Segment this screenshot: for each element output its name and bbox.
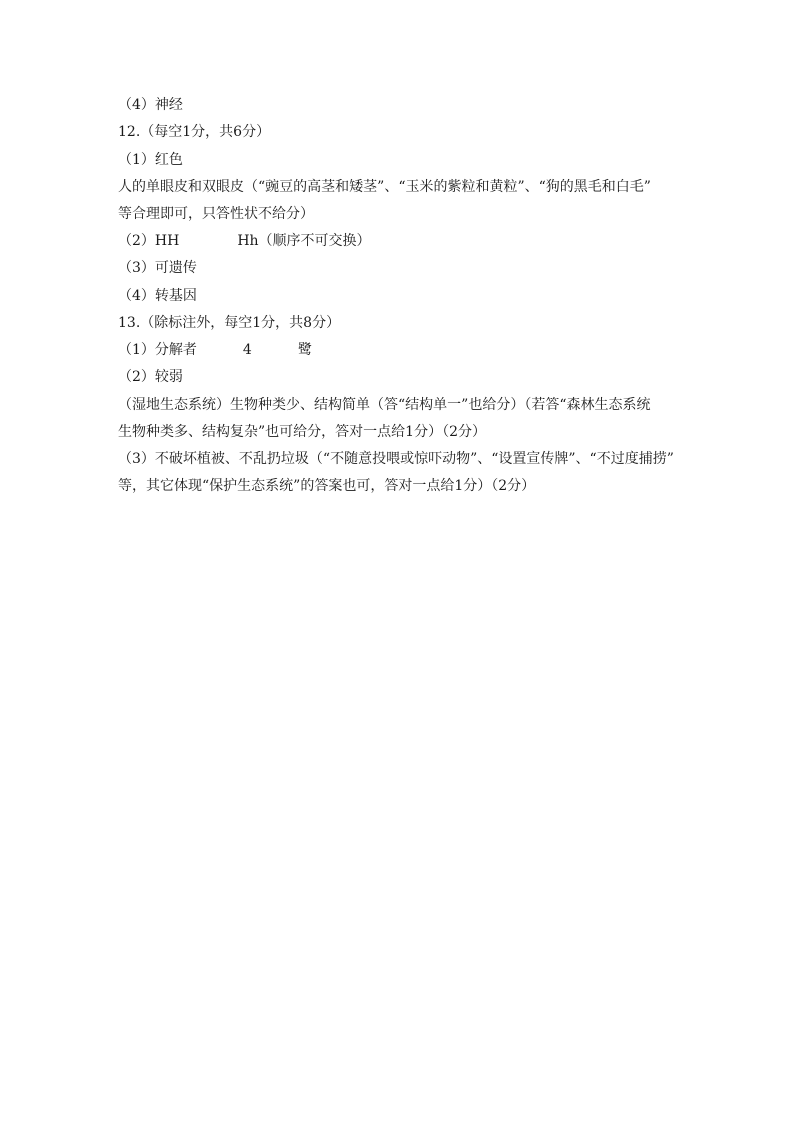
answer-12-2-first: （2）HH <box>118 233 180 249</box>
answer-12-2 <box>118 232 371 250</box>
answer-13-1-second: 4 <box>242 342 252 358</box>
answer-13-1 <box>118 341 312 359</box>
answer-12-2-second: Hh（顺序不可交换） <box>237 233 371 249</box>
answer-13-2-detail-line2: 生物种类多、结构复杂”也可给分，答对一点给1分）（2分） <box>118 424 486 440</box>
answer-13-2: （2）较弱 <box>118 369 183 385</box>
answer-12-4: （4）转基因 <box>118 288 197 304</box>
question-12-heading: 12.（每空1分，共6分） <box>118 124 271 140</box>
answer-13-1-third: 鹭 <box>297 342 312 358</box>
answer-13-3-line2: 等，其它体现“保护生态系统”的答案也可，答对一点给1分）（2分） <box>118 478 536 494</box>
question-13-heading: 13.（除标注外，每空1分，共8分） <box>118 315 341 331</box>
answer-13-3-line1: （3）不破坏植被、不乱扔垃圾（“不随意投喂或惊吓动物”、“设置宣传牌”、“不过度捕捞” <box>118 451 674 467</box>
answer-12-3: （3）可遗传 <box>118 260 197 276</box>
answer-13-1-first: （1）分解者 <box>118 342 197 358</box>
answer-12-1: （1）红色 <box>118 152 183 168</box>
answer-11-4: （4）神经 <box>118 97 183 113</box>
answer-13-2-detail-line1: （湿地生态系统）生物种类少、结构简单（答“结构单一”也给分）（若答“森林生态系统 <box>118 397 651 413</box>
answer-12-1-detail-line2: 等合理即可，只答性状不给分） <box>118 206 314 222</box>
answer-12-1-detail-line1: 人的单眼皮和双眼皮（“豌豆的高茎和矮茎”、“玉米的紫粒和黄粒”、“狗的黑毛和白毛” <box>118 179 651 195</box>
